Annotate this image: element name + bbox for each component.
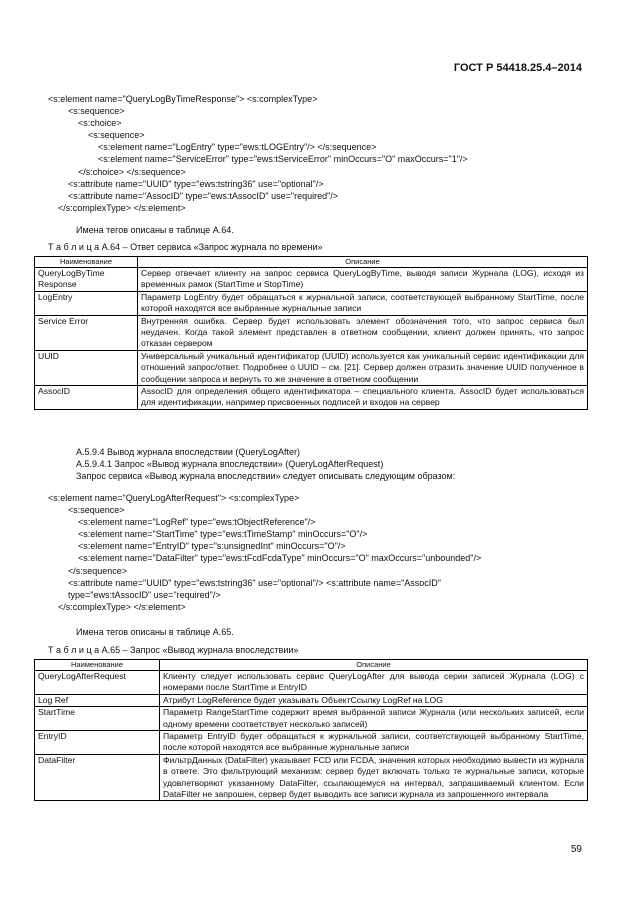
row-description-cell: Атрибут LogReference будет указывать ОбъектСсылку LogRef на LOG bbox=[160, 694, 588, 706]
table-64 bbox=[34, 256, 588, 410]
row-description-cell: AssocID для определения общего идентификатора – специального клиента. AssocID будет использоваться для идентификации, например присвоенных подписей и входов на сервер bbox=[138, 386, 588, 410]
table-64-caption: Т а б л и ц а А.64 – Ответ сервиса «Запрос журнала по времени» bbox=[48, 242, 323, 252]
code-line: <s:element name="DataFilter" type="ews:tFcdFcdaType" minOccurs="O" maxOccurs="unbounded"/> bbox=[48, 553, 482, 564]
table-64-header-name: Наименование bbox=[35, 257, 138, 268]
code-line: <s:sequence> bbox=[48, 505, 125, 516]
code-line: <s:attribute name="AssocID" type="ews:tAssocID" use="required"/> bbox=[48, 190, 339, 201]
row-description-cell: Клиенту следует использовать сервис QueryLogAfter для вывода серии записей Журнала (LOG) с номерами после StartTime и EntryID bbox=[160, 671, 588, 695]
row-name-cell: LogEntry bbox=[35, 291, 138, 315]
code-line: </s:complexType> </s:element> bbox=[48, 601, 186, 612]
code-line: </s:choice> </s:sequence> bbox=[48, 166, 186, 177]
code-line: <s:sequence> bbox=[48, 130, 145, 141]
page-number: 59 bbox=[570, 844, 582, 855]
table-row bbox=[35, 268, 588, 292]
section-heading-query-log-after: А.5.9.4 Вывод журнала впоследствии (QueryLogAfter) bbox=[76, 447, 300, 457]
code-line: <s:sequence> bbox=[48, 106, 125, 117]
code-line: </s:sequence> bbox=[48, 565, 128, 576]
table-row bbox=[35, 694, 588, 706]
row-name-cell: Service Error bbox=[35, 315, 138, 350]
code-line: <s:element name="LogRef" type="ews:tObjectReference"/> bbox=[48, 517, 316, 528]
table-row bbox=[35, 754, 588, 801]
code-line: <s:attribute name="UUID" type="ews:tstring36" use="optional"/> <s:attribute name="AssocID" bbox=[48, 577, 442, 588]
code-line: <s:element name="ServiceError" type="ews:tServiceError" minOccurs="O" maxOccurs="1"/> bbox=[48, 154, 468, 165]
row-description-cell: Сервер отвечает клиенту на запрос сервиса QueryLogByTime, выводя записи Журнала (LOG), исходя из временных рамок (StartTime и StopTime) bbox=[138, 268, 588, 292]
xml-code-block-request bbox=[48, 492, 481, 613]
row-description-cell: Универсальный уникальный идентификатор (UUID) используется как уникальный сервис идентификации для отношений запрос/ответ. Подробнее о UUID – см. [21]. Сервер должен отразить значение UUID полученное в сообщении запроса и вернуть то же значение в ответном сообщении bbox=[138, 350, 588, 385]
code-line: <s:element name="LogEntry" type="ews:tLOGEntry"/> </s:sequence> bbox=[48, 142, 377, 153]
table-65-header-desc: Описание bbox=[160, 660, 588, 671]
xml-code-block-response bbox=[48, 93, 468, 214]
table-row bbox=[35, 671, 588, 695]
table-65 bbox=[34, 659, 588, 801]
table-row bbox=[35, 731, 588, 755]
code-line: <s:choice> bbox=[48, 118, 122, 129]
names-note-table-65: Имена тегов описаны в таблице А.65. bbox=[76, 627, 234, 637]
table-row bbox=[35, 315, 588, 350]
table-row bbox=[35, 707, 588, 731]
row-description-cell: Внутренняя ошибка. Сервер будет использовать элемент обозначения того, что запрос сервиса был неудачен. Когда такой элемент представлен в ответном сообщении, клиент должен принять, что запрос отказан сервером bbox=[138, 315, 588, 350]
table-row bbox=[35, 350, 588, 385]
row-name-cell: DataFilter bbox=[35, 754, 160, 801]
names-note-table-64: Имена тегов описаны в таблице А.64. bbox=[76, 225, 234, 235]
code-line: type="ews:tAssocID" use="required"/> bbox=[48, 589, 221, 600]
section-intro-text: Запрос сервиса «Вывод журнала впоследствии» следует описывать следующим образом: bbox=[76, 471, 456, 481]
row-name-cell: QueryLogAfterRequest bbox=[35, 671, 160, 695]
code-line: <s:attribute name="UUID" type="ews:tstring36" use="optional"/> bbox=[48, 178, 324, 189]
code-line: </s:complexType> </s:element> bbox=[48, 202, 186, 213]
table-64-header-desc: Описание bbox=[138, 257, 588, 268]
row-name-cell: AssocID bbox=[35, 386, 138, 410]
table-row bbox=[35, 386, 588, 410]
row-name-cell: QueryLogByTime Response bbox=[35, 268, 138, 292]
table-65-header-name: Наименование bbox=[35, 660, 160, 671]
row-description-cell: ФильтрДанных (DataFilter) указывает FCD или FCDA, значения которых необходимо вывести из журнала в ответе. Это фильтрующий механизм: сервер будет включать только те журнальные записи, которые удовлетворяют указанному DataFilter, ссылающемуся на интервал, запрашиваемый клиентом. Если DataFilter не запрошен, сервер будет выводить все записи журнала из запрошенного интервала bbox=[160, 754, 588, 801]
table-65-caption: Т а б л и ц а А.65 – Запрос «Вывод журнала впоследствии» bbox=[48, 645, 299, 655]
row-name-cell: StartTime bbox=[35, 707, 160, 731]
section-subheading-query-log-after-request: А.5.9.4.1 Запрос «Вывод журнала впоследствии» (QueryLogAfterRequest) bbox=[76, 459, 384, 469]
row-name-cell: UUID bbox=[35, 350, 138, 385]
row-description-cell: Параметр LogEntry будет обращаться к журнальной записи, соответствующей выбранному StartTime, после которой находятся все выбранные журнальные записи bbox=[138, 291, 588, 315]
row-name-cell: EntryID bbox=[35, 731, 160, 755]
row-description-cell: Параметр RangeStartTime содержит время выбранной записи Журнала (или нескольких записей, если одному времени соответствует несколько записей) bbox=[160, 707, 588, 731]
document-header: ГОСТ Р 54418.25.4–2014 bbox=[453, 62, 582, 74]
code-line: <s:element name="QueryLogByTimeResponse"> <s:complexType> bbox=[48, 94, 318, 104]
row-description-cell: Параметр EntryID будет обращаться к журнальной записи, соответствующей выбранному StartTime, после которой находятся все выбранные журнальные записи bbox=[160, 731, 588, 755]
code-line: <s:element name="EntryID" type="s:unsignedInt" minOccurs="O"/> bbox=[48, 541, 346, 552]
row-name-cell: Log Ref bbox=[35, 694, 160, 706]
code-line: <s:element name="QueryLogAfterRequest"> <s:complexType> bbox=[48, 493, 300, 503]
table-row bbox=[35, 291, 588, 315]
code-line: <s:element name="StartTime" type="ews:tTimeStamp" minOccurs="O"/> bbox=[48, 529, 368, 540]
